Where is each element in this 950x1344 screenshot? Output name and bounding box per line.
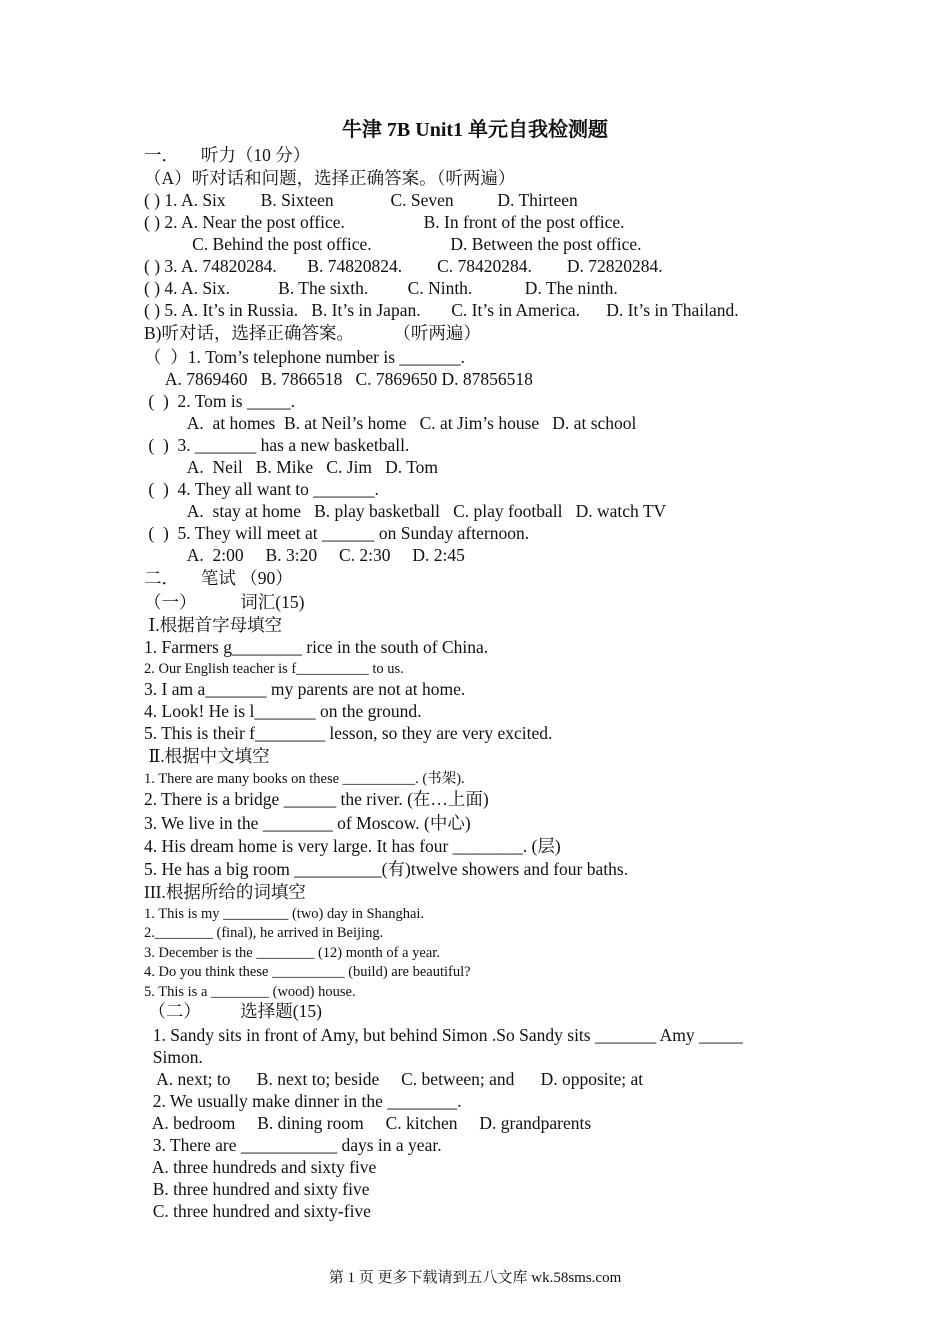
page-title: 牛津 7B Unit1 单元自我检测题 bbox=[341, 119, 609, 141]
exercise-line: 2. There is a bridge ______ the river. (在…上面) bbox=[144, 789, 489, 809]
question-line: 3. There are ___________ days in a year. bbox=[144, 1135, 442, 1155]
subsection-heading: Ⅰ.根据首字母填空 bbox=[144, 615, 283, 635]
question-line: （ ）1. Tom’s telephone number is _______. bbox=[144, 347, 466, 367]
option-line: A. stay at home B. play basketball C. play football D. watch TV bbox=[144, 501, 667, 521]
subsection-heading: Ⅱ.根据中文填空 bbox=[144, 746, 270, 766]
exercise-line: 5. He has a big room __________(有)twelve showers and four baths. bbox=[144, 859, 629, 879]
option-line: A. next; to B. next to; beside C. between; and D. opposite; at bbox=[144, 1069, 644, 1089]
page-footer: 第 1 页 更多下载请到五八文库 wk.58sms.com bbox=[328, 1270, 622, 1286]
subsection-heading: III.根据所给的词填空 bbox=[144, 882, 306, 902]
question-line: ( ) 2. Tom is _____. bbox=[144, 391, 296, 411]
question-line: ( ) 3. A. 74820284. B. 74820824. C. 78420284. D. 72820284. bbox=[144, 256, 663, 276]
question-line: Simon. bbox=[144, 1047, 203, 1067]
question-line: ( ) 3. _______ has a new basketball. bbox=[144, 435, 410, 455]
exercise-line: 3. I am a_______ my parents are not at home. bbox=[144, 679, 466, 699]
option-line: A. 2:00 B. 3:20 C. 2:30 D. 2:45 bbox=[144, 545, 465, 565]
option-line: C. three hundred and sixty-five bbox=[144, 1201, 371, 1221]
exercise-line: 4. His dream home is very large. It has four ________. (层) bbox=[144, 836, 561, 856]
exercise-line: 5. This is a ________ (wood) house. bbox=[144, 984, 356, 1000]
option-line: C. Behind the post office. D. Between the post office. bbox=[144, 234, 642, 254]
section-listening-heading: 一． 听力（10 分） bbox=[144, 145, 311, 165]
exercise-line: 2. Our English teacher is f__________ to us. bbox=[144, 661, 404, 677]
question-line: ( ) 4. A. Six. B. The sixth. C. Ninth. D. The ninth. bbox=[144, 278, 618, 298]
exercise-line: 5. This is their f________ lesson, so they are very excited. bbox=[144, 723, 553, 743]
vocabulary-heading: （一） 词汇(15) bbox=[144, 592, 305, 612]
exercise-line: 3. We live in the ________ of Moscow. (中心) bbox=[144, 813, 471, 833]
option-line: A. three hundreds and sixty five bbox=[144, 1157, 377, 1177]
option-line: B. three hundred and sixty five bbox=[144, 1179, 370, 1199]
question-line: ( ) 4. They all want to _______. bbox=[144, 479, 379, 499]
option-line: A. bedroom B. dining room C. kitchen D. grandparents bbox=[144, 1113, 592, 1133]
question-line: 1. Sandy sits in front of Amy, but behind Simon .So Sandy sits _______ Amy _____ bbox=[144, 1025, 743, 1045]
question-line: 2. We usually make dinner in the ________. bbox=[144, 1091, 462, 1111]
question-line: ( ) 5. A. It’s in Russia. B. It’s in Japan. C. It’s in America. D. It’s in Thailand. bbox=[144, 300, 739, 320]
exercise-line: 4. Do you think these __________ (build) are beautiful? bbox=[144, 964, 471, 980]
section-written-heading: 二． 笔试 （90） bbox=[144, 568, 293, 588]
exercise-line: 3. December is the ________ (12) month of a year. bbox=[144, 945, 440, 961]
exercise-line: 1. This is my _________ (two) day in Shanghai. bbox=[144, 906, 425, 922]
option-line: A. Neil B. Mike C. Jim D. Tom bbox=[144, 457, 439, 477]
option-line: A. 7869460 B. 7866518 C. 7869650 D. 87856518 bbox=[144, 369, 533, 389]
exercise-line: 2.________ (final), he arrived in Beijing. bbox=[144, 925, 384, 941]
option-line: A. at homes B. at Neil’s home C. at Jim’s house D. at school bbox=[144, 413, 637, 433]
exercise-line: 1. There are many books on these __________. (书架). bbox=[144, 771, 465, 787]
question-line: ( ) 2. A. Near the post office. B. In front of the post office. bbox=[144, 212, 625, 232]
question-line: ( ) 5. They will meet at ______ on Sunday afternoon. bbox=[144, 523, 530, 543]
exercise-line: 4. Look! He is l_______ on the ground. bbox=[144, 701, 422, 721]
part-b-instruction: B)听对话，选择正确答案。 （听两遍） bbox=[144, 323, 481, 343]
part-a-instruction: （A）听对话和问题，选择正确答案。（听两遍） bbox=[144, 168, 516, 188]
exercise-line: 1. Farmers g________ rice in the south of China. bbox=[144, 637, 489, 657]
choice-heading: （二） 选择题(15) bbox=[144, 1001, 322, 1021]
question-line: ( ) 1. A. Six B. Sixteen C. Seven D. Thirteen bbox=[144, 190, 578, 210]
